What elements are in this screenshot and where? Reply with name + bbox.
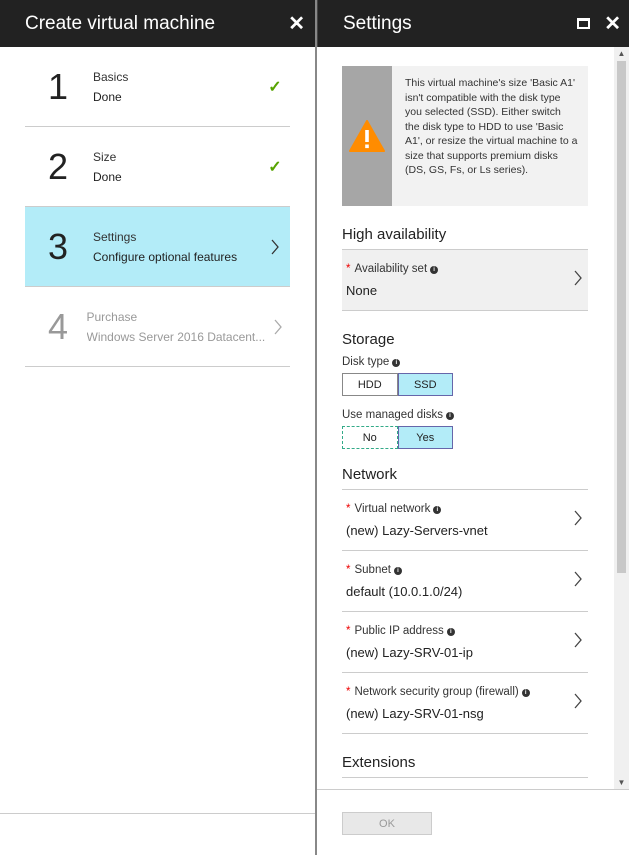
warning-banner bbox=[342, 66, 588, 206]
managed-disks-yes-option[interactable]: Yes bbox=[398, 426, 454, 449]
maximize-icon[interactable] bbox=[577, 18, 590, 29]
step-number: 4 bbox=[48, 305, 69, 347]
step-subtitle: Done bbox=[93, 169, 122, 184]
extensions-heading: Extensions bbox=[342, 754, 588, 778]
availability-set-value: None bbox=[346, 282, 378, 298]
subnet-value: default (10.0.1.0/24) bbox=[346, 583, 463, 599]
disk-type-ssd-option[interactable]: SSD bbox=[398, 373, 454, 396]
scrollbar-thumb[interactable] bbox=[617, 61, 626, 573]
required-marker: * bbox=[346, 262, 351, 275]
virtual-network-row[interactable] bbox=[342, 490, 588, 551]
settings-title: Settings bbox=[343, 12, 412, 34]
required-marker: * bbox=[346, 685, 351, 698]
disk-type-hdd-option[interactable]: HDD bbox=[342, 373, 398, 396]
chevron-right-icon bbox=[573, 692, 583, 710]
scroll-down-icon[interactable]: ▼ bbox=[617, 778, 626, 787]
info-icon[interactable]: i bbox=[433, 506, 441, 514]
step-title: Size bbox=[93, 149, 117, 164]
checkmark-icon: ✓ bbox=[268, 78, 282, 96]
chevron-right-icon bbox=[273, 318, 283, 336]
public-ip-row[interactable] bbox=[342, 612, 588, 673]
step-subtitle: Windows Server 2016 Datacent... bbox=[86, 329, 266, 344]
virtual-network-value: (new) Lazy-Servers-vnet bbox=[346, 522, 488, 538]
nsg-label: Network security group (firewall) bbox=[354, 685, 519, 698]
nsg-row[interactable] bbox=[342, 673, 588, 734]
chevron-right-icon bbox=[573, 509, 583, 527]
chevron-right-icon bbox=[573, 631, 583, 649]
vertical-scrollbar[interactable] bbox=[614, 47, 629, 789]
managed-disks-toggle bbox=[342, 426, 453, 449]
step-title: Settings bbox=[93, 229, 137, 244]
step-number: 3 bbox=[48, 225, 69, 267]
create-vm-header bbox=[0, 0, 315, 47]
divider-line bbox=[0, 813, 315, 814]
managed-disks-no-option[interactable]: No bbox=[342, 426, 398, 449]
subnet-row[interactable] bbox=[342, 551, 588, 612]
disk-type-label: Disk type bbox=[342, 356, 390, 368]
info-icon[interactable]: i bbox=[522, 689, 530, 697]
availability-set-label: Availability set bbox=[354, 262, 428, 275]
required-marker: * bbox=[346, 624, 351, 637]
info-icon[interactable]: i bbox=[394, 567, 402, 575]
step-subtitle: Configure optional features bbox=[93, 249, 238, 264]
step-number: 2 bbox=[48, 145, 69, 187]
chevron-right-icon bbox=[270, 238, 280, 256]
close-icon[interactable]: ✕ bbox=[604, 12, 621, 35]
ok-button[interactable]: OK bbox=[342, 812, 432, 835]
step-subtitle: Done bbox=[93, 89, 122, 104]
virtual-network-label: Virtual network bbox=[354, 502, 431, 515]
info-icon[interactable]: i bbox=[446, 412, 454, 420]
network-heading: Network bbox=[342, 466, 588, 490]
subnet-label: Subnet bbox=[354, 563, 391, 576]
high-availability-heading: High availability bbox=[342, 226, 588, 250]
create-vm-title: Create virtual machine bbox=[25, 12, 216, 34]
wizard-steps bbox=[25, 47, 290, 367]
availability-set-row[interactable] bbox=[342, 250, 588, 311]
settings-header bbox=[317, 0, 629, 47]
public-ip-label: Public IP address bbox=[354, 624, 444, 637]
settings-footer bbox=[317, 789, 629, 855]
checkmark-icon: ✓ bbox=[268, 158, 282, 176]
warning-text: This virtual machine's size 'Basic A1' isn't compatible with the disk type you selected (SSD). Either switch the disk type to HDD to use 'Basic A1', or resize the virtual machine to a size that supports premium disks (DS, GS, Fs, or Ls series). bbox=[405, 77, 578, 176]
warning-icon bbox=[349, 120, 385, 152]
required-marker: * bbox=[346, 502, 351, 515]
chevron-right-icon bbox=[573, 570, 583, 588]
disk-type-toggle bbox=[342, 373, 453, 396]
managed-disks-label: Use managed disks bbox=[342, 409, 443, 421]
public-ip-value: (new) Lazy-SRV-01-ip bbox=[346, 644, 473, 660]
info-icon[interactable]: i bbox=[392, 359, 400, 367]
step-title: Purchase bbox=[86, 309, 138, 324]
step-basics[interactable] bbox=[25, 47, 290, 127]
settings-blade bbox=[317, 0, 629, 855]
step-settings[interactable] bbox=[25, 207, 290, 287]
storage-heading: Storage bbox=[342, 331, 395, 348]
step-number: 1 bbox=[48, 65, 69, 107]
nsg-value: (new) Lazy-SRV-01-nsg bbox=[346, 705, 484, 721]
chevron-right-icon bbox=[573, 269, 583, 287]
step-purchase bbox=[25, 287, 290, 367]
required-marker: * bbox=[346, 563, 351, 576]
settings-content bbox=[342, 47, 588, 778]
info-icon[interactable]: i bbox=[430, 266, 438, 274]
step-size[interactable] bbox=[25, 127, 290, 207]
close-icon[interactable]: ✕ bbox=[288, 12, 305, 35]
scroll-up-icon[interactable]: ▲ bbox=[617, 49, 626, 58]
info-icon[interactable]: i bbox=[447, 628, 455, 636]
step-title: Basics bbox=[93, 69, 129, 84]
